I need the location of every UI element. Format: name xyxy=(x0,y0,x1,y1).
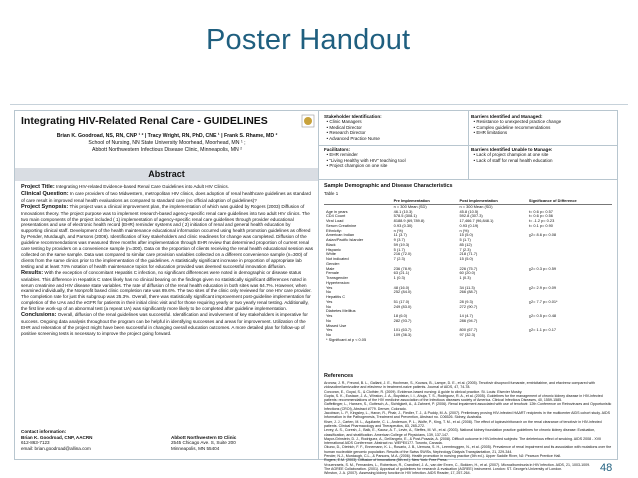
table-cell: Male xyxy=(326,265,335,271)
table-cell: 60 (20.0) xyxy=(459,270,476,276)
title-divider xyxy=(10,104,628,105)
list-item: • Resistance to unexpected practice change xyxy=(471,119,562,125)
table-cell: 5 (1.7) xyxy=(459,237,471,242)
table-cell: No xyxy=(326,303,331,309)
table-cell: 7 (2.3) xyxy=(459,246,471,252)
university-logo-icon xyxy=(301,114,315,128)
table-cell: 45.8 (10.5) xyxy=(459,208,479,214)
list-item: • EHR limitations xyxy=(471,130,508,136)
table-cell: n (%) xyxy=(393,227,403,233)
table-cell: χ2= 8.6 p= 0.08 xyxy=(528,232,557,238)
table-cell: 109 (36.3) xyxy=(393,332,412,337)
reference-item: The AGREE Collaboration. (2001). Appraisal of guidelines for research & evaluation (AGREE) instrument. London: ST. George's University of London. xyxy=(324,466,563,471)
abstract-heading: Abstract xyxy=(15,168,318,181)
list-item: • Research Director xyxy=(324,130,366,136)
contact-phone: 612-863-7123 xyxy=(21,440,50,446)
list-item: • Project champion on one site xyxy=(324,163,388,169)
reference-item: Kiser, J. J., Carten, M. L., Aquilante, C. L., Anderson, P. L., Wolfe, P., King, T. M., et al. (2008). The effect of lopinavir/ritonavir on the renal clearance of tenofovir in HIV-infected patients. Clinical Pharmacology and Therapeutics, 83, 265-272. xyxy=(324,419,602,428)
list-item: • EHR reminder xyxy=(324,152,358,158)
abstract-paragraph: Clinical Question: In care providers of two Midwestern, metropolitan HIV clinics, does adoption of renal healthcare guidelines as standard of care result in improved renal health evaluations as compared to standard care (no official adoption of guidelines)? xyxy=(21,190,311,203)
table-cell: Yes xyxy=(326,298,333,304)
table-cell: Pre Implementation xyxy=(392,199,458,204)
table-cell: Hypertension: xyxy=(326,279,351,285)
table-cell: Yes xyxy=(326,284,333,290)
table-cell: 592.8 (307.3) xyxy=(459,213,483,219)
table-cell: Post Implementation xyxy=(458,199,527,204)
reference-item: Mayor-Grinstein, D. J., Rodriguez, A., Dell'angelo, E., & Post-Posada, A. (2008). Difficult outcome in HIV-infected subjects: The deleterious effect of smoking. AIDS 2008 - XVII International AIDS Conference. Abstract no. WEPE0177. Toronto, Canada. xyxy=(324,436,602,446)
table-cell: χ2= 7.7 p= 0.01* xyxy=(528,298,558,304)
table-cell: 11 (3.7) xyxy=(393,232,407,238)
table-cell: Female xyxy=(326,270,339,276)
table-cell: 216 (72.0) xyxy=(393,251,412,257)
list-item: • Lack of project champion at one site xyxy=(471,152,549,158)
list-item: • Advanced Practice Nurse xyxy=(324,135,380,141)
table-cell: t= 0.6 p= 0.56 xyxy=(528,213,553,219)
table-cell: 34 (11.3) xyxy=(459,284,475,290)
authors-line-1: Brian K. Goodroad, NS, RN, CNP ¹ ² | Tracy Wright, RN, PhD, CNE ¹ | Frank S. Rhame, MD ² xyxy=(56,133,278,139)
table-cell: CD4 Count xyxy=(326,213,346,219)
table-cell: 5 (1.7) xyxy=(393,246,405,252)
contact-heading: Contact information: xyxy=(21,429,67,434)
reference-item: Okuno, D., Dietrich, F. F., Ennemann, K. L., Rosario, J. B., Uemura, S. H., Leembruggen, N., et al. (2005). Prevalence of renal impairment and its association with mutations over the human nucleotide genomic population. Results of the Swiss SWISs, Nephrology Dialysis Transplantation, 21, 229-344. xyxy=(324,445,612,454)
list-item: • Complex guideline recommendations xyxy=(471,124,551,130)
table-cell: 7 (2.3) xyxy=(393,256,405,261)
table-footnote: * Significant at p < 0.05 xyxy=(326,336,367,342)
page-number: 48 xyxy=(600,462,613,474)
abstract-paragraph: Results: With the exception of concomitant Hepatitis C infection, no significant differences were noted in demographic or disease status variables. This difference in Hepatitis C rates likely has no clinical bearing on the findings given no statistically significant differences noted in serum creatinine and HIV disease state variables. The rate of diffusion of the renal health education in both sites was 64.7%. However, when examined individually, the Nonprofit based clinic completion rate was 89.6%. The two sites of the clinic only reviewed for one HIV care provider. The completion rate for just this subgroup was 25.3%. Overall, there was statistically significant improvement post-guideline implementation for completion of the UAs and the eGFR for patients in their initial clinic visit and for those requiring yearly or two yearly renal testing. Additionally, the first line work-up of an abnormal test (a repeat UA) was significantly more likely to be completed after guideline implementation. xyxy=(21,269,312,312)
facilitators-box: Facilitators: • EHR reminder • "Living Healthy with HIV" teaching tool • Project champion on one site xyxy=(324,147,464,169)
table-cell: t= 0.1 p= 0.90 xyxy=(528,222,553,228)
table-cell: 218 (71.7) xyxy=(459,251,478,257)
list-item: • Clinic Managers xyxy=(324,119,362,125)
table-cell: Serum Creatinine xyxy=(326,222,357,228)
table-cell: χ2= 2.9 p= 0.09 xyxy=(528,284,557,290)
reference-item: Aronow, J. R., Freund, B. L., Gallant, J. E., Hochman, S., Kovacs, B., Lampe, D. E., et al. (2005). Tenofovir disoproxil fumarate, emtricitabine, and efavirenz compared with zidovudine/lamivudine and efavirenz in treatment-naive patients. Journal of AIDS, 47, 74-78. xyxy=(324,381,595,390)
authors-line-3: Abbott Northwestern Infectious Disease Clinic, Minneapolis, MN ² xyxy=(92,147,242,153)
slide-title: Poster Handout xyxy=(206,24,411,56)
table-cell: No xyxy=(326,317,331,323)
poster-right-column xyxy=(319,111,617,476)
table-cell: Diabetes Mellitus xyxy=(326,308,356,314)
table-cell: 226 (75.7) xyxy=(459,265,478,271)
list-item: • "Living Healthy with HIV" teaching tool xyxy=(324,157,406,163)
reference-item: Rogers, E.M. (2003). Diffusion of innovations (5th ed.). New York: Free Press. xyxy=(324,458,448,463)
top-bar xyxy=(0,0,638,6)
table-cell: 252 (84.0) xyxy=(393,289,412,295)
table-cell: 266 (88.7) xyxy=(459,289,478,295)
abstract-paragraph: Project Title: Integrating HIV-related Evidence-based Renal Care Guidelines into Adult HIV Clinics. xyxy=(21,184,229,190)
table-cell: No xyxy=(326,289,331,295)
table-cell: Missed Use xyxy=(326,322,347,328)
table-cell: 15 (5.0) xyxy=(459,256,473,261)
table-cell: 51 (17.0) xyxy=(393,298,410,304)
table-cell: 249 (83.0) xyxy=(393,303,412,309)
references-heading: References xyxy=(324,373,354,379)
table-cell: 800 (67.7) xyxy=(459,327,478,333)
list-item: • Lack of staff for renal health education xyxy=(471,157,553,163)
table-cell: Hepatitis C xyxy=(326,294,346,299)
table-cell: Transgender xyxy=(326,275,348,280)
barriers-managed-box: Barriers Identified and Managed: • Resistance to unexpected practice change • Complex guideline recommendations • EHR limitations xyxy=(471,114,613,136)
reference-item: Pender, N.J., Murdaugh, C.L., & Parsons, M.A. (2006). Health promotion in nursing practice (5th ed.). Upper Saddle River, NJ: Pearson Prentice Hall. xyxy=(324,454,562,459)
table-cell: Hispanic xyxy=(326,246,341,252)
contact-email: email: brian.goodroad@allina.com xyxy=(21,445,91,451)
poster-left-column xyxy=(15,111,319,459)
table-cell: Age in years xyxy=(326,208,348,214)
barriers-unmanaged-box: Barriers Identified Unable to Manage: • Lack of project champion at one site • Lack of staff for renal health education xyxy=(471,147,613,163)
table-cell: 46.1 (10.3) xyxy=(393,208,413,214)
abstract-body xyxy=(21,184,313,337)
table-cell: Viral Load xyxy=(326,218,344,223)
table-cell: 28 (9.3) xyxy=(459,298,473,304)
table-cell: 18 (6.0) xyxy=(393,313,408,318)
table-cell: 9 (3.7) xyxy=(393,237,405,242)
table-cell: t= 0.6 p= 0.57 xyxy=(528,208,553,214)
table-cell: White xyxy=(326,251,336,257)
table-cell: 8188.9 (69,789.8) xyxy=(393,218,425,223)
table-cell: Significance of Difference xyxy=(527,199,612,204)
reference-item: Vrouenraets, S. M., Fernandes, L., Robertson, R., Crandinel, J. A., van der Erven, C., Bokken, H., et al. (2007). Microalbuminuria in HIV infection. AIDS, 21, 1003-1009. xyxy=(324,462,591,467)
table-cell: 101 (63.7) xyxy=(393,327,412,333)
box-divider xyxy=(319,145,617,146)
table-cell: Black xyxy=(326,241,336,247)
reference-item: Gupta, S. K., Eustace, J. A., Winston, J. A., Boydstun, I. I., Ahuja, T. S., Rodriguez, R. A., et al. (2005). Guidelines for the management of chronic kidney disease in HIV-infected patients: recommendations of the HIV medicine association of the Infectious diseases society of America. Clinical Infectious Diseases, 40, 1559-1585. xyxy=(324,393,603,403)
references-list xyxy=(324,381,612,476)
stakeholder-box: Stakeholder Identification: • Clinic Managers • Medical Director • Research Director • Advanced Practice Nurse xyxy=(324,114,464,141)
table-cell: 236 (78.9) xyxy=(393,265,412,271)
reference-item: Gaffeltinger, L., Hansen, S., Gottesch, A., Sichtigkeit, A., & Zahnert, P. (2006). Renal impairment associated with use of tenofovir. 12th Conference on Retroviruses and Opportunistic Infections (CROI), Abstract #779. Denver, Colorado. xyxy=(324,402,612,411)
table-cell: χ2= 0.3 p= 0.59 xyxy=(528,265,557,271)
authors-line-2: School of Nursing, NN State University Moorhead, Moorhead, MN ¹ ; xyxy=(88,140,246,146)
table-cell: 286 (94.7) xyxy=(459,317,478,323)
table-cell: Ethnicity: xyxy=(326,227,342,233)
poster-image xyxy=(14,110,618,476)
table-cell: 14 (4.7) xyxy=(459,313,473,318)
table-cell: 17,466.7 (96,848.1) xyxy=(459,218,494,223)
poster-authors xyxy=(21,133,313,154)
reference-item: Jacobson, L. P., Kingsley, L., Haron, R., Phair, J., Fiedler, T. J., & Puddy, M. A. (2007). Preliminary proving HIV-infected HAART recipients in the multicenter AIDS cohort study. AIDS Information in the Pathogenesis, Treatment and Prevention, Abstract no. C06526. Sidney, Australia. xyxy=(324,411,610,420)
table-cell: n = 300 Mean (SD) xyxy=(459,203,493,209)
table-cell: Gender: xyxy=(326,260,341,266)
table-cell: 59 (19.3) xyxy=(393,241,410,247)
table-cell: 578.5 (308.1) xyxy=(393,213,417,219)
abstract-paragraph: Project Synopsis: This project was a clinical improvement plan, the implementation of which was guided by Rogers (2003) Diffusion of Innovations theory. The project purpose was to implement research-based agency-specific renal care guidelines into two adult HIV clinics. The two main components of the project included ( 1) implementation of agency-specific renal care guidelines through provider educational presentations and use of electronic health record (EHR) reminder systems and ( 2) initiation of renal and general health education by supporting clinical staff. Development of the health maintenance educational information occurred using health promotion guidelines as offered by Pender, Murdaugh, and Parsons (2006). Identification of key stakeholders and clinic readiness for change was completed. Diffusion of the guideline recommendations was measured three months after implementation through EHR review that determined proportion of current renal care testing by providers on a convenience sample (n=300). Data on the proportion of clients receiving the renal health educational session was collected on the same sample. Data was compared to similar care provision variables collected on a different convenience sample (n=300) of clients from the same clinics prior to the implementation of the guidelines. A statistically significant increase in proportion of appropriate lab testing and at least 74% notation of health maintenance topics for education provided was deemed successful innovation diffusion. xyxy=(21,203,314,269)
reference-item: Winston, J. A. (2007). Assessing kidney function in HIV infection. AIDS Reader, 17, 257-264. xyxy=(324,471,471,476)
table-heading: Sample Demographic and Disease Characteristics xyxy=(324,183,453,189)
contact-name: Brian K. Goodroad, CNP, AACRN xyxy=(21,434,93,440)
table-cell: Asian/Pacific Islander xyxy=(326,237,364,242)
abstract-paragraph: Conclusions: Overall, diffusion of the renal guidelines was successful. Identification and involvement of key stakeholders is imperative for success. Ongoing data analysis throughout the program can be helpful in identifying successes and areas for improvement. Utilization of the EHR and reiteration of the project might have been successful in changing overall education outcomes. A more detailed plan for follow-up of positive screening tests is necessary to improve the project going forward. xyxy=(21,312,308,336)
table-cell: 282 (93.7) xyxy=(393,317,412,323)
reference-item: Levey, A. S., Coresh, J., Balk, E., Kausz, A. T., Levin, A., Steffes, M. W., et al. (2003). National kidney foundation practice guidelines for chronic kidney disease: Evaluation, classification, and stratification. American College of Physicians, 139, 137-147. xyxy=(324,428,596,437)
table-cell: n (%) xyxy=(459,227,469,233)
table-cell: 272 (90.7) xyxy=(459,303,478,309)
stakeholder-barrier-boxes xyxy=(319,111,617,180)
demographics-table xyxy=(324,199,612,343)
contact-info xyxy=(21,429,313,451)
table-cell: Yes xyxy=(326,327,333,333)
table-cell: Not indicated xyxy=(326,256,349,261)
table-cell: χ2= 1.1 p= 0.17 xyxy=(528,327,557,333)
table-cell: χ2= 0.5 p= 0.48 xyxy=(528,313,557,318)
table-cell: 15 (5.0) xyxy=(459,232,473,238)
reference-item: Corcoran, E., Goyal, S., & Clothier, R. (2009). Evidence-based nursing: A guide to clinical practice. St. Louis: Elsevier Mosby. xyxy=(324,389,523,394)
table-cell: No xyxy=(326,332,331,337)
table-cell: 48 (16.0) xyxy=(393,284,410,290)
table-cell: 85 (12) xyxy=(459,241,472,247)
table-caption: Table 1 xyxy=(324,191,339,196)
table-cell: 1 (0.3) xyxy=(393,275,405,280)
table-cell: Yes xyxy=(326,313,333,318)
table-cell: 0.93 (0.30) xyxy=(393,222,413,228)
clinic-address: Abbott Northwestern ID Clinic 2545 Chicago Ave. S, Suite 200 Minneapolis, MN 55404 xyxy=(171,434,237,451)
table-cell: 0.93 (0.19) xyxy=(459,222,479,228)
table-cell: 1 (0.3) xyxy=(459,275,471,280)
table-cell: 97 (32.3) xyxy=(459,332,476,337)
table-cell: t= -1.2 p= 0.23 xyxy=(528,218,555,223)
table-cell: n = 300 Mean (SD) xyxy=(393,203,427,209)
list-item: • Medical Director xyxy=(324,124,362,130)
table-cell: American Indian xyxy=(326,232,355,238)
poster-title: Integrating HIV-Related Renal Care - GUIDELINES xyxy=(21,115,268,127)
table-cell: 63 (21.1) xyxy=(393,270,410,276)
